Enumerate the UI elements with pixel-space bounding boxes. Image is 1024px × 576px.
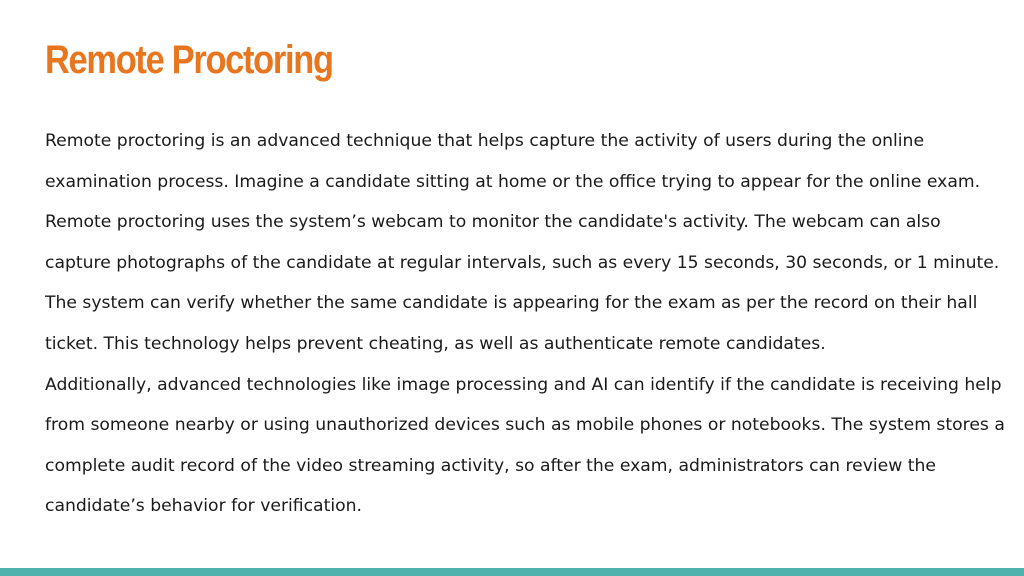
body-paragraph-1: Remote proctoring is an advanced technique that helps capture the activity of users during the online examination process. Imagine a candidate sitting at home or the office trying to appear for the online exam. Remote proctoring uses the system’s webcam to monitor the candidate's activity. The webcam can also capture photographs of the candidate at regular intervals, such as every 15 seconds, 30 seconds, or 1 minute. The system can verify whether the same candidate is appearing for the exam as per the record on their hall ticket. This technology helps prevent cheating, as well as authenticate remote candidates. [45, 131, 1000, 354]
body-paragraph-2: Additionally, advanced technologies like image processing and AI can identify if the candidate is receiving help from someone nearby or using unauthorized devices such as mobile phones or notebooks. The system stores a complete audit record of the video streaming activity, so after the exam, administrators can review the candidate’s behavior for verification. [45, 374, 1005, 517]
slide-title: Remote Proctoring [45, 38, 333, 82]
footer-accent-bar [0, 568, 1024, 576]
slide-body [45, 121, 1010, 527]
